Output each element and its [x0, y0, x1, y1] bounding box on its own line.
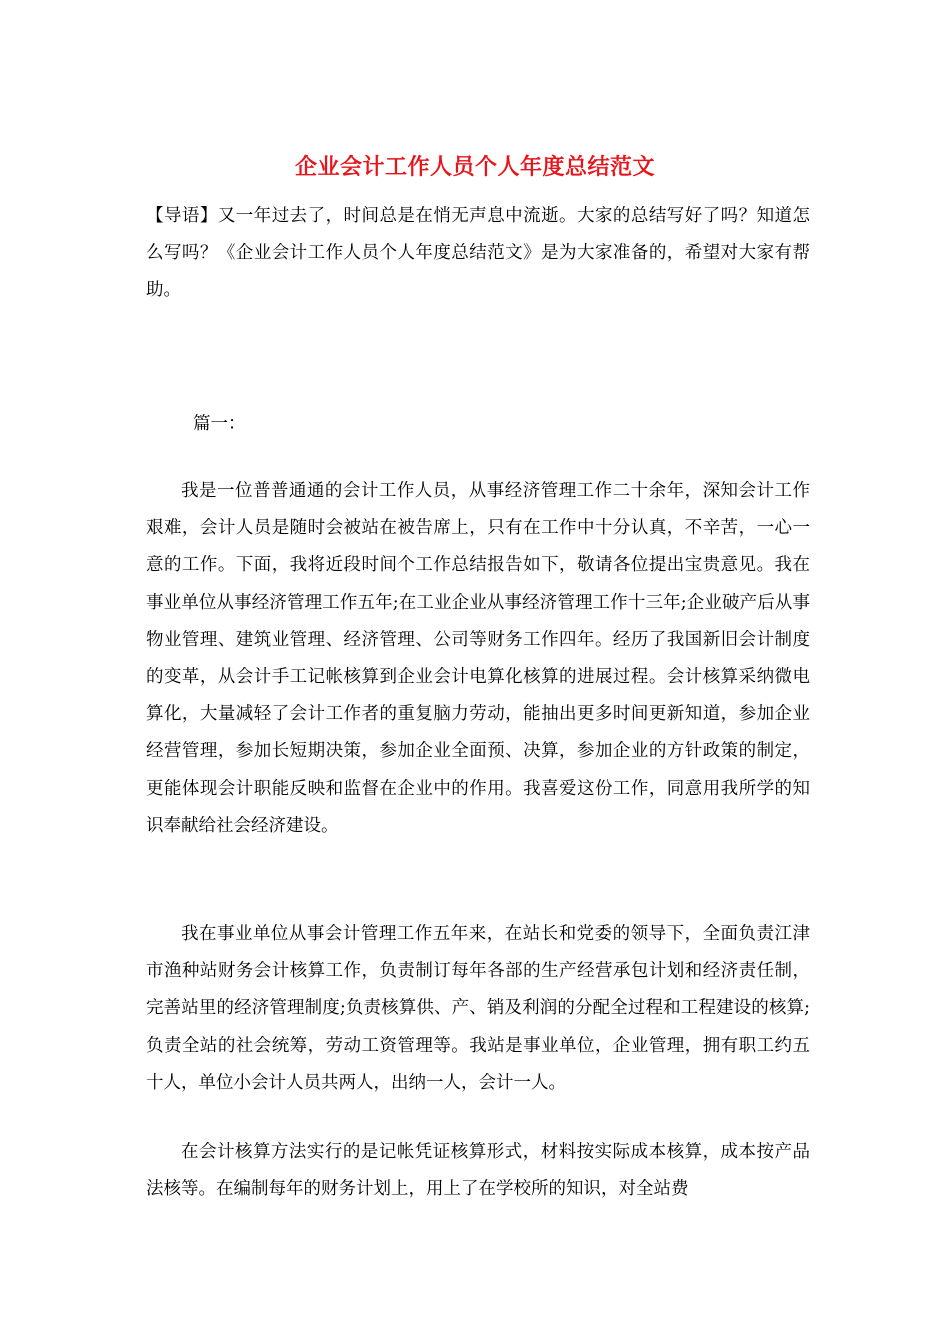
body-paragraph-2: 我在事业单位从事会计管理工作五年来，在站长和党委的领导下，全面负责江津市渔种站财务会计核算工作，负责制订每年各部的生产经营承包计划和经济责任制，完善站里的经济管理制度;负责核算供、产、销及利润的分配全过程和工程建设的核算;负责全站的社会统筹，劳动工资管理等。我站是事业单位，企业管理，拥有职工约五十人，单位小会计人员共两人，出纳一人，会计一人。	[146, 924, 810, 1093]
section-heading: 篇一：	[193, 414, 246, 434]
intro-paragraph: 【导语】又一年过去了，时间总是在悄无声息中流逝。大家的总结写好了吗？知道怎么写吗？《企业会计工作人员个人年度总结范文》是为大家准备的，希望对大家有帮助。	[146, 206, 810, 301]
document-title: 企业会计工作人员个人年度总结范文	[294, 154, 655, 180]
body-paragraph-1: 我是一位普普通通的会计工作人员，从事经济管理工作二十余年，深知会计工作艰难，会计人员是随时会被站在被告席上，只有在工作中十分认真，不辛苦，一心一意的工作。下面，我将近段时间个工作总结报告如下，敬请各位提出宝贵意见。我在事业单位从事经济管理工作五年;在工业企业从事经济管理工作十三年;企业破产后从事物业管理、建筑业管理、经济管理、公司等财务工作四年。经历了我国新旧会计制度的变革，从会计手工记帐核算到企业会计电算化核算的进展过程。会计核算采纳微电算化，大量减轻了会计工作者的重复脑力劳动，能抽出更多时间更新知道，参加企业经营管理，参加长短期决策，参加企业全面预、决算，参加企业的方针政策的制定，更能体现会计职能反映和监督在企业中的作用。我喜爱这份工作，同意用我所学的知识奉献给社会经济建设。	[146, 481, 810, 836]
body-paragraph-3: 在会计核算方法实行的是记帐凭证核算形式，材料按实际成本核算，成本按产品法核等。在编制每年的财务计划上，用上了在学校所的知识，对全站费	[146, 1142, 810, 1200]
